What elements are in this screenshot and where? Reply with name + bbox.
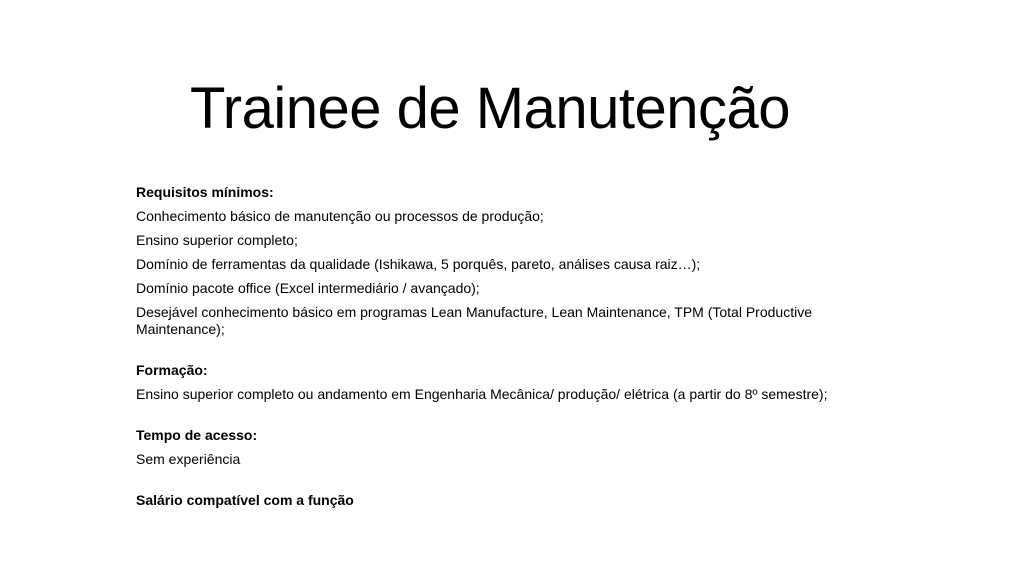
salario-heading: Salário compatível com a função [136, 492, 354, 508]
tempo-heading: Tempo de acesso: [136, 427, 258, 443]
requisito-item: Ensino superior completo; [136, 232, 298, 248]
requisito-item: Conhecimento básico de manutenção ou processos de produção; [136, 208, 544, 224]
section-spacer [136, 475, 896, 492]
requisito-item: Domínio pacote office (Excel intermediário / avançado); [136, 280, 480, 296]
requisito-item: Domínio de ferramentas da qualidade (Ishikawa, 5 porquês, pareto, análises causa raiz…); [136, 256, 701, 272]
requisitos-heading: Requisitos mínimos: [136, 184, 274, 200]
slide-content [136, 184, 896, 516]
tempo-text: Sem experiência [136, 451, 241, 467]
requisito-item: Desejável conhecimento básico em programas Lean Manufacture, Lean Maintenance, TPM (Total Productive Maintenance); [136, 304, 812, 337]
section-spacer [136, 345, 896, 362]
formacao-heading: Formação: [136, 362, 208, 378]
section-spacer [136, 410, 896, 427]
slide-title: Trainee de Manutenção [190, 76, 790, 141]
formacao-text: Ensino superior completo ou andamento em Engenharia Mecânica/ produção/ elétrica (a partir do 8º semestre); [136, 386, 828, 402]
